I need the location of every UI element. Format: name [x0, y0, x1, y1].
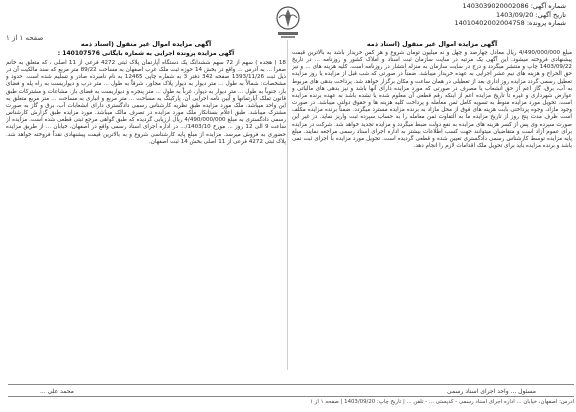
- notice-header: [416, 2, 566, 28]
- page-indicator: صفحه ۱ از ۱: [6, 34, 44, 42]
- footer-divider: [8, 396, 574, 397]
- right-column-title: آگهی مزایده اموال غیر منقول (اسناد ذمه: [366, 40, 498, 48]
- footer-text: آدرس: اصفهان، خیابان ... اداره اجرای اسناد رسمی - کدپستی ... - تلفن ... | تاریخ چاپ: 1403/09/20 | صفحه ۱ از ۱: [310, 399, 574, 405]
- column-divider: [287, 40, 288, 370]
- right-column: [292, 40, 572, 382]
- right-column-body: مبلغ 4/490/000/000 ریال معادل چهارصد و چهل و نه میلیون تومان شروع و هر کس خریدار باشد به بالاترین قیمت پیشنهادی فروخته میشود. این آگهی یک مرتبه در سایت سازمان ثبت اسناد و املاک کشور و روزنامه ... در تاریخ 1403/09/22 چاپ و منتشر میگردد و درج در سایت سازمان به منزله انتشار در روزنامه است. کلیه هزینه های ... و نیز حق الحراج و هزینه های نیم عشر اجرایی به عهده خریدار میباشد. ضمناً در صورتی که شب قبل از مزایده یا روز مزایده تعطیل رسمی گردد مزایده روز اداری بعد از تعطیلی در همان ساعت و مکان برگزار خواهد شد. پرداخت بدهی های مربوط به آب، برق، گاز اعم از حق انشعاب یا مصرف در صورتی که مورد مزایده دارای آنها باشد و نیز بدهی های مالیاتی و عوارض شهرداری و غیره تا تاریخ مزایده اعم از اینکه رقم قطعی آن معلوم شده یا نشده باشد به عهده برنده مزایده است. تحویل مورد مزایده منوط به تسویه کامل ثمن معامله و پرداخت کلیه هزینه ها و حقوق دولتی میباشد. در صورت وجود مازاد، وجوه پرداختی بابت هزینه های فوق از محل مازاد به برنده مزایده مسترد میگردد. ضمناً برنده مزایده مکلف است ظرف مدت پنج روز از تاریخ مزایده ما به التفاوت ثمن معامله را به حساب سپرده ثبت واریز نماید. در غیر این صورت سپرده وی پس از کسر هزینه های مزایده به نفع دولت ضبط میگردد و مزایده تجدید خواهد شد. شرکت در مزایده برای عموم آزاد است و متقاضیان میتوانند جهت کسب اطلاعات بیشتر به اداره اجرای اسناد رسمی مراجعه نمایند. مبلغ پایه مزایده توسط کارشناس رسمی دادگستری تعیین شده و قطعی گردیده است. تحویل مورد مزایده با اجرای ثبت نمی باشد و برنده مزایده باید برای تحویل ملک اقدامات لازم را انجام دهد.: [292, 50, 572, 150]
- signature-divider: [8, 384, 574, 385]
- notice-number: شماره آگهی: 1403039020002086: [462, 2, 566, 10]
- signature-right: مسئول ... واحد اجرای اسناد رسمی: [447, 388, 536, 395]
- left-column: [6, 40, 286, 382]
- left-column-body: 18 ( هجده ) سهم از 72 سهم ششدانگ یک دستگاه آپارتمان پلاک ثبتی 4272 فرعی از 11 اصلی ، که متعلق به خانم صغرا ... به آدرس ... واقع در بخش 14 حوزه ثبت ملک غرب اصفهان به مساحت 89/22 متر مربع که سند مالکیت آن در ذیل ثبت 1393/11/26 صفحه 342 دفتر 3 به شماره چاپی 12465 به نام نامبرده صادر و تسلیم شده است. حدود و مشخصات: شمالاً به طول ... متر دیوار به دیوار پلاک مجاور، شرقاً به طول ... متر درب و دیواریست به راه پله و فضای باز، جنوباً به طول ... متر دیوار به دیوار، غرباً به طول ... متر پنجره و دیواریست به فضای باز. مشاعات و مشترکات طبق قانون تملک آپارتمانها و آیین نامه اجرایی آن. پارکینگ به مساحت ... متر مربع و انباری به مساحت ... متر مربع متعلق به این واحد میباشد. ملک مورد مزایده طبق نظریه کارشناس رسمی دادگستری دارای انشعابات آب، برق و گاز به صورت مشترک میباشد. طبق اعلام بستانکار ملک مورد مزایده در تصرف مالک میباشد. مورد مزایده طبق گزارش کارشناس رسمی دادگستری به مبلغ 4/490/000/000 ریال ارزیابی گردیده که طبق گواهی مرجع ثبتی قطعی شده است. مزایده از ساعت 9 الی 12 روز ... مورخ 1403/10/... در اداره اجرای اسناد رسمی واقع در اصفهان، خیابان ... از طریق مزایده حضوری به فروش میرسد. مزایده از مبلغ پایه کارشناسی شروع و به بالاترین قیمت پیشنهادی نقداً فروخته خواهد شد. پلاک ثبتی 4272 فرعی از 11 اصلی بخش 14 ثبت اصفهان.: [6, 60, 286, 145]
- emblem-logo: [270, 3, 306, 43]
- notice-date: تاریخ آگهی: 1403/09/20: [495, 10, 566, 19]
- signature-left: محمد علی ...: [40, 388, 74, 395]
- file-number-line: آگهی مزایده پرونده اجرایی به شماره بایگانی 140107576 :: [57, 50, 235, 57]
- left-column-title: آگهی مزایده اموال غیر منقول (اسناد ذمه: [80, 40, 212, 48]
- letter-number: شماره پرونده: 14010402002004758: [454, 19, 566, 27]
